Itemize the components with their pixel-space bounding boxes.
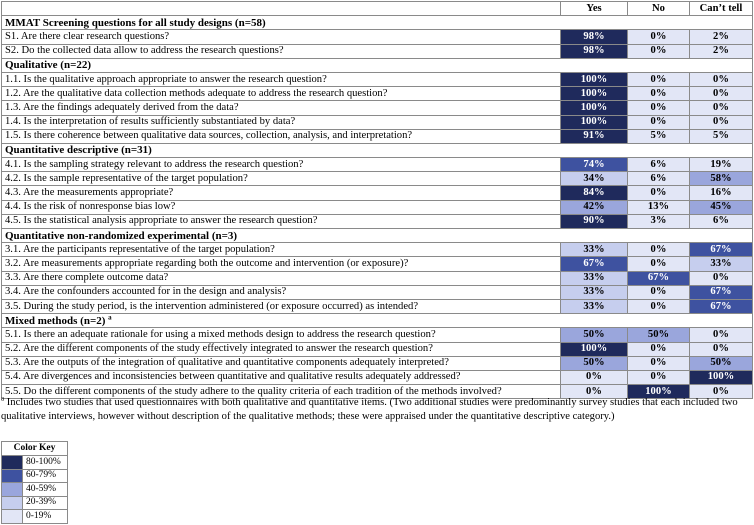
question-cell: 3.3. Are there complete outcome data? bbox=[2, 271, 561, 285]
cant-tell-cell: 50% bbox=[690, 356, 753, 370]
yes-cell: 91% bbox=[561, 129, 628, 143]
table-row bbox=[2, 200, 753, 214]
table-row bbox=[2, 299, 753, 313]
header-no: No bbox=[628, 2, 690, 16]
yes-cell: 33% bbox=[561, 285, 628, 299]
table-row bbox=[2, 30, 753, 44]
table-row bbox=[2, 271, 753, 285]
color-key-body bbox=[2, 456, 68, 524]
no-cell: 0% bbox=[628, 87, 690, 101]
table-row bbox=[2, 328, 753, 342]
no-cell: 3% bbox=[628, 214, 690, 228]
section-title-text: Mixed methods (n=2) bbox=[5, 314, 106, 327]
question-cell: 3.1. Are the participants representative of the target population? bbox=[2, 243, 561, 257]
no-cell: 13% bbox=[628, 200, 690, 214]
section-title bbox=[2, 58, 753, 72]
section-row bbox=[2, 229, 753, 243]
cant-tell-cell: 16% bbox=[690, 186, 753, 200]
yes-cell: 98% bbox=[561, 44, 628, 58]
yes-cell: 98% bbox=[561, 30, 628, 44]
cant-tell-cell: 0% bbox=[690, 342, 753, 356]
footnote-marker: a bbox=[108, 313, 112, 322]
section-title bbox=[2, 143, 753, 157]
no-cell: 6% bbox=[628, 172, 690, 186]
cant-tell-cell: 33% bbox=[690, 257, 753, 271]
no-cell: 50% bbox=[628, 328, 690, 342]
question-cell: 3.4. Are the confounders accounted for in the design and analysis? bbox=[2, 285, 561, 299]
question-cell: S2. Do the collected data allow to address the research questions? bbox=[2, 44, 561, 58]
no-cell: 67% bbox=[628, 271, 690, 285]
color-key-row bbox=[2, 510, 68, 524]
question-cell: 5.1. Is there an adequate rationale for using a mixed methods design to address the research question? bbox=[2, 328, 561, 342]
yes-cell: 100% bbox=[561, 115, 628, 129]
section-row bbox=[2, 143, 753, 157]
cant-tell-cell: 0% bbox=[690, 385, 753, 399]
question-cell: 4.1. Is the sampling strategy relevant to address the research question? bbox=[2, 158, 561, 172]
cant-tell-cell: 0% bbox=[690, 271, 753, 285]
question-cell: 5.3. Are the outputs of the integration of qualitative and quantitative components adequately interpreted? bbox=[2, 356, 561, 370]
section-title bbox=[2, 314, 753, 328]
question-cell: 5.5. Do the different components of the study adhere to the quality criteria of each tradition of the methods involved? bbox=[2, 385, 561, 399]
no-cell: 6% bbox=[628, 158, 690, 172]
no-cell: 0% bbox=[628, 186, 690, 200]
question-cell: 4.4. Is the risk of nonresponse bias low? bbox=[2, 200, 561, 214]
section-row bbox=[2, 314, 753, 328]
table-row bbox=[2, 257, 753, 271]
cant-tell-cell: 67% bbox=[690, 285, 753, 299]
table-row bbox=[2, 285, 753, 299]
no-cell: 0% bbox=[628, 257, 690, 271]
no-cell: 0% bbox=[628, 356, 690, 370]
yes-cell: 90% bbox=[561, 214, 628, 228]
color-key-title: Color Key bbox=[2, 442, 68, 456]
cant-tell-cell: 67% bbox=[690, 243, 753, 257]
question-cell: 4.2. Is the sample representative of the target population? bbox=[2, 172, 561, 186]
table-row bbox=[2, 214, 753, 228]
footnote-marker: a bbox=[1, 394, 5, 403]
yes-cell: 50% bbox=[561, 328, 628, 342]
table-row bbox=[2, 158, 753, 172]
cant-tell-cell: 5% bbox=[690, 129, 753, 143]
footnote-text: Includes two studies that used questionnaires with both qualitative and quantitative items. (Two additional studies were predominantly survey studies that each included two qualitative interviews, however without description of the qualitative methods; these were appraised under the quantitative descriptive category.) bbox=[1, 397, 738, 422]
color-key-row bbox=[2, 483, 68, 497]
yes-cell: 100% bbox=[561, 87, 628, 101]
section-title bbox=[2, 16, 753, 30]
yes-cell: 84% bbox=[561, 186, 628, 200]
header-row bbox=[2, 2, 753, 16]
question-cell: 5.4. Are divergences and inconsistencies between quantitative and qualitative results adequately addressed? bbox=[2, 370, 561, 384]
section-row bbox=[2, 58, 753, 72]
mmat-results-table bbox=[1, 1, 753, 399]
table-row bbox=[2, 44, 753, 58]
section-title-text: Quantitative non-randomized experimental (n=3) bbox=[5, 229, 238, 242]
cant-tell-cell: 0% bbox=[690, 328, 753, 342]
section-title-text: Qualitative (n=22) bbox=[5, 59, 92, 72]
yes-cell: 74% bbox=[561, 158, 628, 172]
color-swatch bbox=[2, 483, 23, 497]
color-swatch bbox=[2, 496, 23, 510]
no-cell: 5% bbox=[628, 129, 690, 143]
yes-cell: 67% bbox=[561, 257, 628, 271]
cant-tell-cell: 0% bbox=[690, 115, 753, 129]
table-row bbox=[2, 101, 753, 115]
table-row bbox=[2, 87, 753, 101]
no-cell: 0% bbox=[628, 370, 690, 384]
cant-tell-cell: 2% bbox=[690, 30, 753, 44]
color-swatch bbox=[2, 456, 23, 470]
no-cell: 0% bbox=[628, 285, 690, 299]
question-cell: 4.5. Is the statistical analysis appropriate to answer the research question? bbox=[2, 214, 561, 228]
yes-cell: 100% bbox=[561, 342, 628, 356]
cant-tell-cell: 19% bbox=[690, 158, 753, 172]
table-row bbox=[2, 342, 753, 356]
question-cell: 1.3. Are the findings adequately derived from the data? bbox=[2, 101, 561, 115]
question-cell: 3.5. During the study period, is the intervention administered (or exposure occurred) as intended? bbox=[2, 299, 561, 313]
color-key-row bbox=[2, 456, 68, 470]
color-key-label: 40-59% bbox=[23, 483, 68, 497]
yes-cell: 0% bbox=[561, 370, 628, 384]
table-body bbox=[2, 16, 753, 399]
yes-cell: 42% bbox=[561, 200, 628, 214]
color-key-label: 0-19% bbox=[23, 510, 68, 524]
question-cell: 1.2. Are the qualitative data collection methods adequate to address the research question? bbox=[2, 87, 561, 101]
color-key-label: 80-100% bbox=[23, 456, 68, 470]
yes-cell: 33% bbox=[561, 243, 628, 257]
section-title-text: MMAT Screening questions for all study designs (n=58) bbox=[5, 16, 266, 29]
question-cell: 5.2. Are the different components of the study effectively integrated to answer the research question? bbox=[2, 342, 561, 356]
yes-cell: 50% bbox=[561, 356, 628, 370]
no-cell: 0% bbox=[628, 44, 690, 58]
table-row bbox=[2, 115, 753, 129]
cant-tell-cell: 2% bbox=[690, 44, 753, 58]
header-question bbox=[2, 2, 561, 16]
cant-tell-cell: 0% bbox=[690, 72, 753, 86]
color-swatch bbox=[2, 510, 23, 524]
cant-tell-cell: 0% bbox=[690, 87, 753, 101]
footnote bbox=[1, 396, 751, 423]
no-cell: 0% bbox=[628, 72, 690, 86]
color-key-row bbox=[2, 469, 68, 483]
color-key-row bbox=[2, 496, 68, 510]
question-cell: 3.2. Are measurements appropriate regarding both the outcome and intervention (or exposure)? bbox=[2, 257, 561, 271]
question-cell: 1.4. Is the interpretation of results sufficiently substantiated by data? bbox=[2, 115, 561, 129]
table-row bbox=[2, 370, 753, 384]
table-row bbox=[2, 172, 753, 186]
header-yes: Yes bbox=[561, 2, 628, 16]
table-row bbox=[2, 356, 753, 370]
yes-cell: 34% bbox=[561, 172, 628, 186]
cant-tell-cell: 45% bbox=[690, 200, 753, 214]
no-cell: 100% bbox=[628, 385, 690, 399]
table-row bbox=[2, 129, 753, 143]
header-cant-tell: Can’t tell bbox=[690, 2, 753, 16]
question-cell: 1.1. Is the qualitative approach appropriate to answer the research question? bbox=[2, 72, 561, 86]
question-cell: 1.5. Is there coherence between qualitative data sources, collection, analysis, and interpretation? bbox=[2, 129, 561, 143]
yes-cell: 33% bbox=[561, 299, 628, 313]
yes-cell: 33% bbox=[561, 271, 628, 285]
color-swatch bbox=[2, 469, 23, 483]
cant-tell-cell: 58% bbox=[690, 172, 753, 186]
color-key bbox=[1, 441, 68, 524]
no-cell: 0% bbox=[628, 115, 690, 129]
table-row bbox=[2, 243, 753, 257]
cant-tell-cell: 0% bbox=[690, 101, 753, 115]
cant-tell-cell: 6% bbox=[690, 214, 753, 228]
no-cell: 0% bbox=[628, 30, 690, 44]
section-title-text: Quantitative descriptive (n=31) bbox=[5, 144, 152, 157]
cant-tell-cell: 67% bbox=[690, 299, 753, 313]
color-key-label: 60-79% bbox=[23, 469, 68, 483]
no-cell: 0% bbox=[628, 342, 690, 356]
yes-cell: 100% bbox=[561, 72, 628, 86]
cant-tell-cell: 100% bbox=[690, 370, 753, 384]
no-cell: 0% bbox=[628, 243, 690, 257]
yes-cell: 0% bbox=[561, 385, 628, 399]
yes-cell: 100% bbox=[561, 101, 628, 115]
section-title bbox=[2, 229, 753, 243]
no-cell: 0% bbox=[628, 101, 690, 115]
table-row bbox=[2, 186, 753, 200]
no-cell: 0% bbox=[628, 299, 690, 313]
question-cell: 4.3. Are the measurements appropriate? bbox=[2, 186, 561, 200]
section-row bbox=[2, 16, 753, 30]
table-row bbox=[2, 72, 753, 86]
color-key-label: 20-39% bbox=[23, 496, 68, 510]
question-cell: S1. Are there clear research questions? bbox=[2, 30, 561, 44]
